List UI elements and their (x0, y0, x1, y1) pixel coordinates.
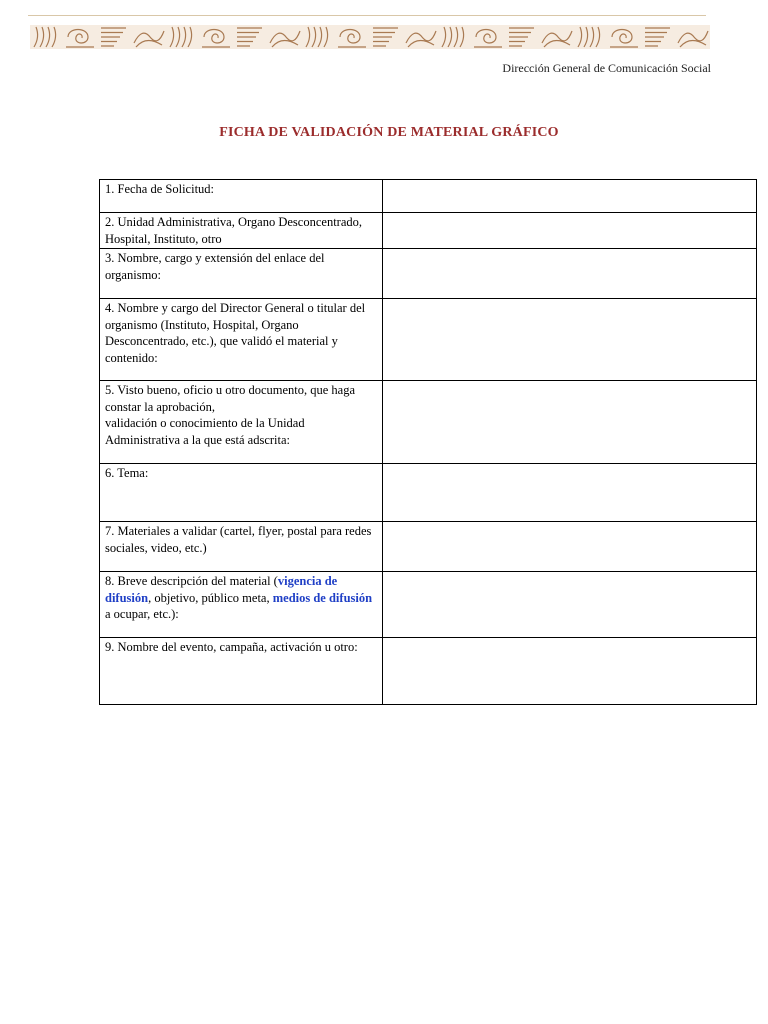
form-label-fecha: 1. Fecha de Solicitud: (100, 180, 383, 213)
validation-form-table (99, 179, 757, 705)
form-field-director[interactable] (383, 299, 757, 381)
form-label-unidad: 2. Unidad Administrativa, Organo Desconcentrado, Hospital, Instituto, otro (100, 213, 383, 249)
form-row-descripcion (100, 572, 757, 638)
form-row-fecha (100, 180, 757, 213)
form-field-unidad[interactable] (383, 213, 757, 249)
form-row-materiales (100, 522, 757, 572)
form-row-enlace (100, 249, 757, 299)
form-label-descripcion (100, 572, 383, 638)
form-field-evento[interactable] (383, 638, 757, 705)
form-row-unidad (100, 213, 757, 249)
form-row-visto-bueno (100, 381, 757, 464)
form-label-descripcion-part3: a ocupar, etc.): (105, 607, 179, 621)
department-name: Dirección General de Comunicación Social (502, 61, 711, 75)
form-label-visto-bueno-line2: validación o conocimiento de la Unidad Administrativa a la que está adscrita: (105, 416, 305, 447)
form-label-evento: 9. Nombre del evento, campaña, activación u otro: (100, 638, 383, 705)
form-field-descripcion[interactable] (383, 572, 757, 638)
form-field-materiales[interactable] (383, 522, 757, 572)
form-label-descripcion-part2: , objetivo, público meta, (148, 590, 273, 605)
form-label-descripcion-part1: 8. Breve descripción del material ( (105, 574, 278, 588)
form-label-enlace: 3. Nombre, cargo y extensión del enlace del organismo: (100, 249, 383, 299)
form-row-evento (100, 638, 757, 705)
form-field-tema[interactable] (383, 464, 757, 522)
highlight-medios: medios de difusión (272, 590, 373, 605)
form-field-fecha[interactable] (383, 180, 757, 213)
form-field-enlace[interactable] (383, 249, 757, 299)
form-label-visto-bueno-line1: 5. Visto bueno, oficio u otro documento, que haga constar la aprobación, (105, 383, 356, 414)
form-label-director: 4. Nombre y cargo del Director General o titular del organismo (Instituto, Hospital, Organo Desconcentrado, etc.), que validó el material y contenido: (100, 299, 383, 381)
form-label-visto-bueno (100, 381, 383, 464)
form-label-tema: 6. Tema: (100, 464, 383, 522)
highlight-vigencia: vigencia de difusión (105, 574, 338, 605)
form-row-tema (100, 464, 757, 522)
form-field-visto-bueno[interactable] (383, 381, 757, 464)
header-rule (28, 15, 706, 16)
decorative-banner (30, 25, 710, 49)
form-label-materiales: 7. Materiales a validar (cartel, flyer, postal para redes sociales, video, etc.) (100, 522, 383, 572)
document-title: FICHA DE VALIDACIÓN DE MATERIAL GRÁFICO (219, 125, 559, 140)
form-row-director (100, 299, 757, 381)
